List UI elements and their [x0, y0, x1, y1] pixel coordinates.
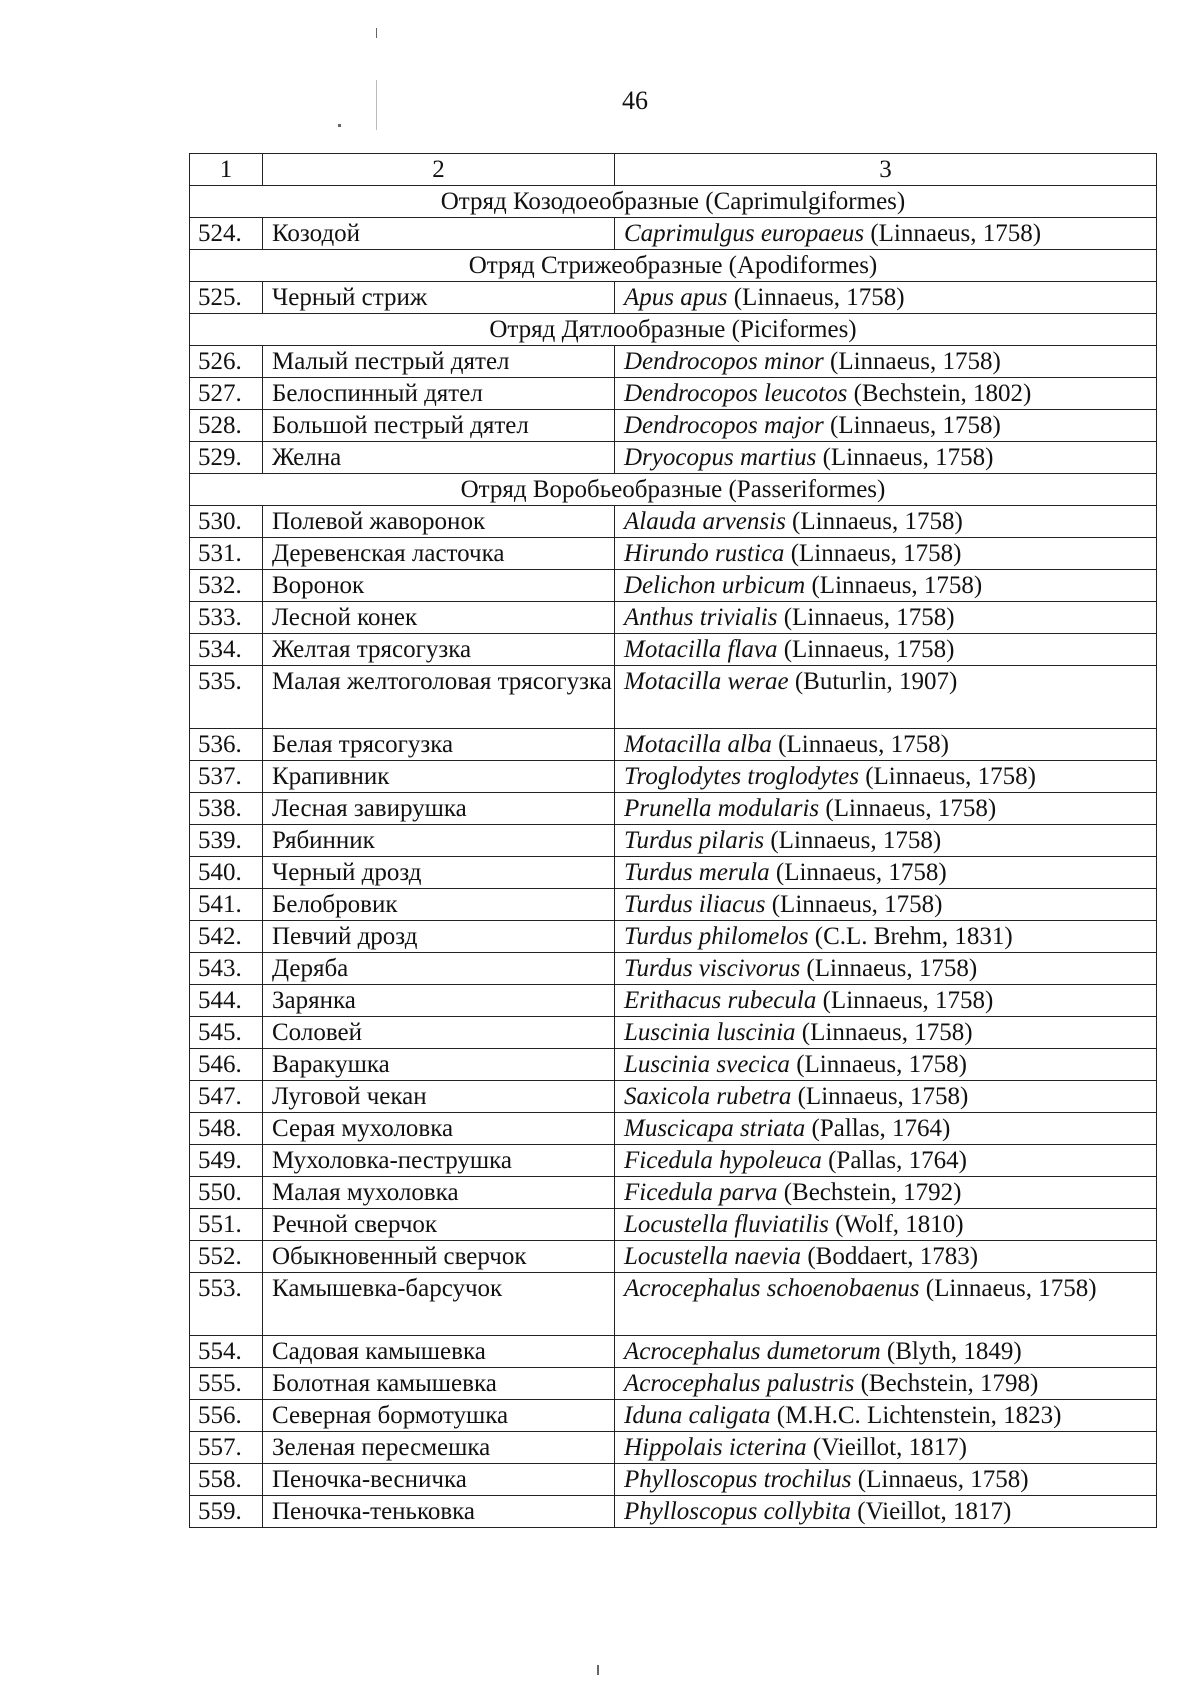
table-row [190, 570, 1157, 602]
authority: (Linnaeus, 1758) [819, 795, 997, 822]
species-number: 533. [190, 602, 263, 634]
authority: (Linnaeus, 1758) [789, 1051, 967, 1078]
species-number: 553. [190, 1273, 263, 1336]
latin-name: Motacilla alba [624, 731, 772, 758]
authority: (Linnaeus, 1758) [777, 604, 955, 631]
species-common-name: Белоспинный дятел [263, 378, 615, 410]
authority: (Linnaeus, 1758) [864, 220, 1042, 247]
species-scientific-name [615, 1432, 1157, 1464]
latin-name: Acrocephalus dumetorum [624, 1338, 881, 1365]
table-row [190, 825, 1157, 857]
authority: (Linnaeus, 1758) [765, 891, 943, 918]
order-title: Отряд Воробьеобразные (Passeriformes) [190, 474, 1157, 506]
authority: (Vieillot, 1817) [851, 1498, 1012, 1525]
authority: (Linnaeus, 1758) [816, 444, 994, 471]
species-number: 532. [190, 570, 263, 602]
species-common-name: Северная бормотушка [263, 1400, 615, 1432]
table-row [190, 538, 1157, 570]
species-scientific-name [615, 538, 1157, 570]
species-number: 554. [190, 1336, 263, 1368]
species-scientific-name [615, 953, 1157, 985]
order-title: Отряд Козодоеобразные (Caprimulgiformes) [190, 186, 1157, 218]
order-heading-row [190, 474, 1157, 506]
table-row [190, 761, 1157, 793]
species-scientific-name [615, 1464, 1157, 1496]
species-scientific-name [615, 985, 1157, 1017]
species-scientific-name [615, 506, 1157, 538]
authority: (Bechstein, 1802) [847, 380, 1032, 407]
latin-name: Motacilla flava [624, 636, 778, 663]
page-number: 46 [622, 86, 648, 115]
species-number: 546. [190, 1049, 263, 1081]
species-scientific-name [615, 1400, 1157, 1432]
authority: (Buturlin, 1907) [788, 668, 958, 695]
latin-name: Erithacus rubecula [624, 987, 817, 1014]
order-title: Отряд Дятлообразные (Piciformes) [190, 314, 1157, 346]
species-scientific-name [615, 1113, 1157, 1145]
species-number: 529. [190, 442, 263, 474]
species-scientific-name [615, 666, 1157, 729]
species-scientific-name [615, 1049, 1157, 1081]
species-scientific-name [615, 857, 1157, 889]
authority: (Linnaeus, 1758) [791, 1083, 969, 1110]
species-scientific-name [615, 793, 1157, 825]
species-common-name: Варакушка [263, 1049, 615, 1081]
species-common-name: Большой пестрый дятел [263, 410, 615, 442]
authority: (Linnaeus, 1758) [769, 859, 947, 886]
species-number: 528. [190, 410, 263, 442]
species-scientific-name [615, 282, 1157, 314]
species-common-name: Черный стриж [263, 282, 615, 314]
species-scientific-name [615, 825, 1157, 857]
latin-name: Acrocephalus schoenobaenus [624, 1275, 920, 1302]
species-scientific-name [615, 1241, 1157, 1273]
latin-name: Turdus pilaris [624, 827, 765, 854]
species-number: 543. [190, 953, 263, 985]
table-row [190, 602, 1157, 634]
latin-name: Luscinia svecica [624, 1051, 790, 1078]
authority: (Linnaeus, 1758) [805, 572, 983, 599]
species-scientific-name [615, 378, 1157, 410]
species-number: 540. [190, 857, 263, 889]
order-heading-row [190, 186, 1157, 218]
species-common-name: Луговой чекан [263, 1081, 615, 1113]
species-number: 538. [190, 793, 263, 825]
species-common-name: Лесной конек [263, 602, 615, 634]
table-row [190, 1209, 1157, 1241]
species-common-name: Малая желтоголовая трясогузка [263, 666, 615, 729]
authority: (Linnaeus, 1758) [919, 1275, 1097, 1302]
species-common-name: Пеночка-теньковка [263, 1496, 615, 1528]
species-scientific-name [615, 218, 1157, 250]
table-row [190, 1336, 1157, 1368]
authority: (Linnaeus, 1758) [851, 1466, 1029, 1493]
authority: (C.L. Brehm, 1831) [808, 923, 1013, 950]
table-row [190, 410, 1157, 442]
species-scientific-name [615, 1081, 1157, 1113]
species-scientific-name [615, 346, 1157, 378]
latin-name: Muscicapa striata [624, 1115, 806, 1142]
species-common-name: Деряба [263, 953, 615, 985]
authority: (Linnaeus, 1758) [816, 987, 994, 1014]
species-table-body [190, 154, 1157, 1528]
species-table [189, 153, 1157, 1528]
table-row [190, 1081, 1157, 1113]
table-row [190, 1400, 1157, 1432]
latin-name: Turdus merula [624, 859, 770, 886]
table-row [190, 953, 1157, 985]
latin-name: Alauda arvensis [624, 508, 786, 535]
latin-name: Locustella naevia [624, 1243, 802, 1270]
species-scientific-name [615, 1209, 1157, 1241]
table-row [190, 729, 1157, 761]
species-number: 548. [190, 1113, 263, 1145]
species-scientific-name [615, 634, 1157, 666]
species-common-name: Желтая трясогузка [263, 634, 615, 666]
species-common-name: Мухоловка-пеструшка [263, 1145, 615, 1177]
authority: (Linnaeus, 1758) [764, 827, 942, 854]
latin-name: Motacilla werae [624, 668, 789, 695]
column-header: 1 [190, 154, 263, 186]
authority: (Linnaeus, 1758) [785, 508, 963, 535]
species-number: 549. [190, 1145, 263, 1177]
table-row [190, 921, 1157, 953]
species-number: 556. [190, 1400, 263, 1432]
species-common-name: Белая трясогузка [263, 729, 615, 761]
order-heading-row [190, 314, 1157, 346]
species-common-name: Садовая камышевка [263, 1336, 615, 1368]
latin-name: Dendrocopos minor [624, 348, 824, 375]
latin-name: Locustella fluviatilis [624, 1211, 829, 1238]
species-number: 535. [190, 666, 263, 729]
table-row [190, 1464, 1157, 1496]
latin-name: Anthus trivialis [624, 604, 778, 631]
column-header: 2 [263, 154, 615, 186]
species-common-name: Соловей [263, 1017, 615, 1049]
species-common-name: Речной сверчок [263, 1209, 615, 1241]
species-common-name: Черный дрозд [263, 857, 615, 889]
species-common-name: Крапивник [263, 761, 615, 793]
latin-name: Turdus philomelos [624, 923, 809, 950]
species-number: 542. [190, 921, 263, 953]
species-scientific-name [615, 410, 1157, 442]
table-row [190, 506, 1157, 538]
species-scientific-name [615, 570, 1157, 602]
latin-name: Dendrocopos major [624, 412, 824, 439]
authority: (Linnaeus, 1758) [823, 412, 1001, 439]
species-common-name: Желна [263, 442, 615, 474]
scan-artifact [376, 28, 377, 38]
species-common-name: Рябинник [263, 825, 615, 857]
species-number: 559. [190, 1496, 263, 1528]
latin-name: Delichon urbicum [624, 572, 806, 599]
table-row [190, 1368, 1157, 1400]
authority: (Linnaeus, 1758) [795, 1019, 973, 1046]
species-common-name: Зеленая пересмешка [263, 1432, 615, 1464]
authority: (Blyth, 1849) [880, 1338, 1022, 1365]
authority: (Pallas, 1764) [805, 1115, 951, 1142]
table-row [190, 857, 1157, 889]
species-number: 552. [190, 1241, 263, 1273]
species-number: 530. [190, 506, 263, 538]
table-row [190, 1017, 1157, 1049]
species-number: 555. [190, 1368, 263, 1400]
authority: (Linnaeus, 1758) [823, 348, 1001, 375]
latin-name: Caprimulgus europaeus [624, 220, 865, 247]
species-number: 541. [190, 889, 263, 921]
species-common-name: Полевой жаворонок [263, 506, 615, 538]
species-common-name: Обыкновенный сверчок [263, 1241, 615, 1273]
authority: (Linnaeus, 1758) [858, 763, 1036, 790]
species-number: 534. [190, 634, 263, 666]
scan-artifact [338, 124, 341, 127]
species-number: 557. [190, 1432, 263, 1464]
species-common-name: Камышевка-барсучок [263, 1273, 615, 1336]
authority: (M.H.C. Lichtenstein, 1823) [770, 1402, 1062, 1429]
scan-artifact [597, 1665, 599, 1675]
species-number: 531. [190, 538, 263, 570]
species-scientific-name [615, 729, 1157, 761]
species-number: 539. [190, 825, 263, 857]
species-scientific-name [615, 1496, 1157, 1528]
authority: (Pallas, 1764) [821, 1147, 967, 1174]
species-scientific-name [615, 1368, 1157, 1400]
latin-name: Troglodytes troglodytes [624, 763, 859, 790]
table-row [190, 985, 1157, 1017]
species-scientific-name [615, 1336, 1157, 1368]
authority: (Linnaeus, 1758) [777, 636, 955, 663]
species-number: 527. [190, 378, 263, 410]
species-common-name: Болотная камышевка [263, 1368, 615, 1400]
table-row [190, 1496, 1157, 1528]
scan-artifact [376, 80, 377, 130]
species-common-name: Певчий дрозд [263, 921, 615, 953]
column-header: 3 [615, 154, 1157, 186]
authority: (Vieillot, 1817) [806, 1434, 967, 1461]
species-scientific-name [615, 761, 1157, 793]
latin-name: Hippolais icterina [624, 1434, 807, 1461]
latin-name: Iduna caligata [624, 1402, 771, 1429]
latin-name: Dryocopus martius [624, 444, 817, 471]
species-scientific-name [615, 1017, 1157, 1049]
table-header-row [190, 154, 1157, 186]
table-row [190, 793, 1157, 825]
species-common-name: Козодой [263, 218, 615, 250]
order-title: Отряд Стрижеобразные (Apodiformes) [190, 250, 1157, 282]
species-number: 550. [190, 1177, 263, 1209]
latin-name: Ficedula hypoleuca [624, 1147, 822, 1174]
latin-name: Dendrocopos leucotos [624, 380, 848, 407]
species-scientific-name [615, 921, 1157, 953]
table-row [190, 442, 1157, 474]
species-scientific-name [615, 1145, 1157, 1177]
latin-name: Turdus iliacus [624, 891, 766, 918]
species-common-name: Серая мухоловка [263, 1113, 615, 1145]
table-row [190, 666, 1157, 729]
table-row [190, 634, 1157, 666]
authority: (Linnaeus, 1758) [727, 284, 905, 311]
species-common-name: Деревенская ласточка [263, 538, 615, 570]
species-number: 544. [190, 985, 263, 1017]
table-row [190, 1241, 1157, 1273]
table-row [190, 1145, 1157, 1177]
authority: (Boddaert, 1783) [801, 1243, 979, 1270]
table-row [190, 282, 1157, 314]
authority: (Linnaeus, 1758) [784, 540, 962, 567]
species-number: 536. [190, 729, 263, 761]
authority: (Linnaeus, 1758) [800, 955, 978, 982]
species-common-name: Воронок [263, 570, 615, 602]
species-common-name: Малый пестрый дятел [263, 346, 615, 378]
species-number: 537. [190, 761, 263, 793]
species-scientific-name [615, 442, 1157, 474]
species-number: 547. [190, 1081, 263, 1113]
order-heading-row [190, 250, 1157, 282]
species-scientific-name [615, 602, 1157, 634]
species-number: 524. [190, 218, 263, 250]
table-row [190, 1177, 1157, 1209]
species-common-name: Пеночка-весничка [263, 1464, 615, 1496]
species-common-name: Малая мухоловка [263, 1177, 615, 1209]
latin-name: Prunella modularis [624, 795, 820, 822]
authority: (Linnaeus, 1758) [771, 731, 949, 758]
latin-name: Acrocephalus palustris [624, 1370, 855, 1397]
species-number: 551. [190, 1209, 263, 1241]
species-common-name: Зарянка [263, 985, 615, 1017]
species-common-name: Белобровик [263, 889, 615, 921]
species-scientific-name [615, 1273, 1157, 1336]
latin-name: Saxicola rubetra [624, 1083, 792, 1110]
latin-name: Hirundo rustica [624, 540, 785, 567]
species-number: 526. [190, 346, 263, 378]
table-row [190, 889, 1157, 921]
species-number: 545. [190, 1017, 263, 1049]
latin-name: Phylloscopus trochilus [624, 1466, 852, 1493]
table-row [190, 378, 1157, 410]
species-scientific-name [615, 889, 1157, 921]
latin-name: Phylloscopus collybita [624, 1498, 852, 1525]
species-number: 558. [190, 1464, 263, 1496]
table-row [190, 1049, 1157, 1081]
species-scientific-name [615, 1177, 1157, 1209]
latin-name: Apus apus [624, 284, 728, 311]
authority: (Bechstein, 1798) [854, 1370, 1039, 1397]
species-common-name: Лесная завирушка [263, 793, 615, 825]
authority: (Bechstein, 1792) [777, 1179, 962, 1206]
latin-name: Ficedula parva [624, 1179, 778, 1206]
table-row [190, 218, 1157, 250]
table-row [190, 1113, 1157, 1145]
latin-name: Luscinia luscinia [624, 1019, 796, 1046]
latin-name: Turdus viscivorus [624, 955, 801, 982]
table-row [190, 1273, 1157, 1336]
species-number: 525. [190, 282, 263, 314]
table-row [190, 346, 1157, 378]
table-row [190, 1432, 1157, 1464]
authority: (Wolf, 1810) [828, 1211, 964, 1238]
